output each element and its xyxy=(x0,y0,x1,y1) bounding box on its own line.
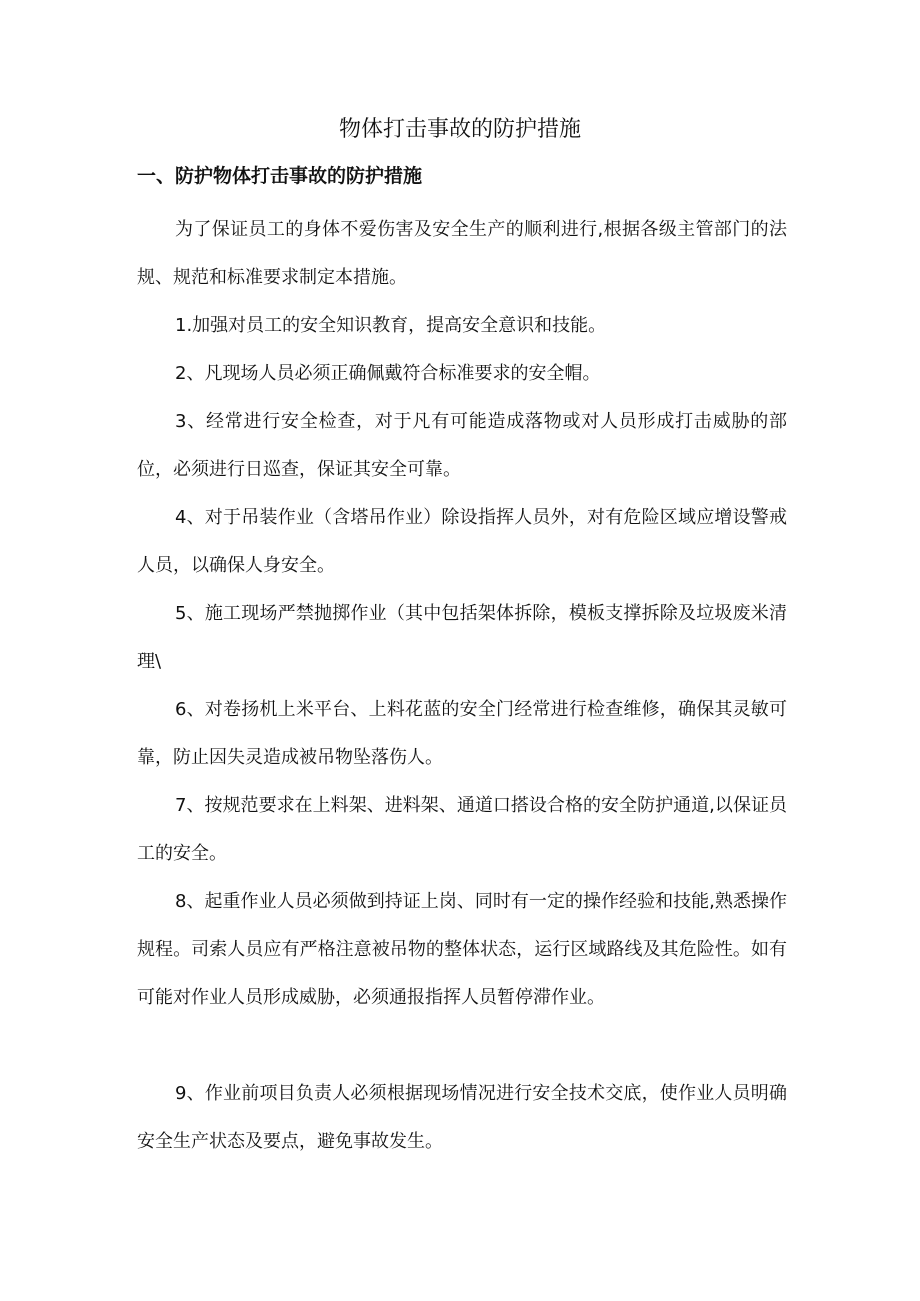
paragraph-item-9: 9、作业前项目负责人必须根据现场情况进行安全技术交底，使作业人员明确安全生产状态及要点，避免事故发生。 xyxy=(137,1083,787,1152)
paragraph-item-1: 1.加强对员工的安全知识教育，提高安全意识和技能。 xyxy=(175,315,607,336)
paragraph-item-2: 2、凡现场人员必须正确佩戴符合标准要求的安全帽。 xyxy=(175,363,601,384)
paragraph-item-3: 3、经常进行安全检查，对于凡有可能造成落物或对人员形成打击威胁的部位，必须进行日巡查，保证其安全可靠。 xyxy=(137,411,787,480)
document-title: 物体打击事故的防护措施 xyxy=(338,117,581,142)
paragraph-item-6: 6、对卷扬机上米平台、上料花蓝的安全门经常进行检查维修，确保其灵敏可靠，防止因失灵造成被吊物坠落伤人。 xyxy=(137,699,787,768)
paragraph-intro: 为了保证员工的身体不爱伤害及安全生产的顺利进行,根据各级主管部门的法规、规范和标准要求制定本措施。 xyxy=(137,219,787,288)
paragraph-item-5: 5、施工现场严禁抛掷作业（其中包括架体拆除，模板支撑拆除及垃圾废米清理\ xyxy=(137,603,787,672)
section-heading: 一、防护物体打击事故的防护措施 xyxy=(137,165,423,187)
paragraph-item-4: 4、对于吊装作业（含塔吊作业）除设指挥人员外，对有危险区域应增设警戒人员，以确保人身安全。 xyxy=(137,507,787,576)
paragraph-item-7: 7、按规范要求在上料架、进料架、通道口搭设合格的安全防护通道,以保证员工的安全。 xyxy=(137,795,787,864)
paragraph-item-8: 8、起重作业人员必须做到持证上岗、同时有一定的操作经验和技能,熟悉操作规程。司索人员应有严格注意被吊物的整体状态，运行区域路线及其危险性。如有可能对作业人员形成威胁，必须通报指挥人员暂停滞作业。 xyxy=(137,891,787,1008)
